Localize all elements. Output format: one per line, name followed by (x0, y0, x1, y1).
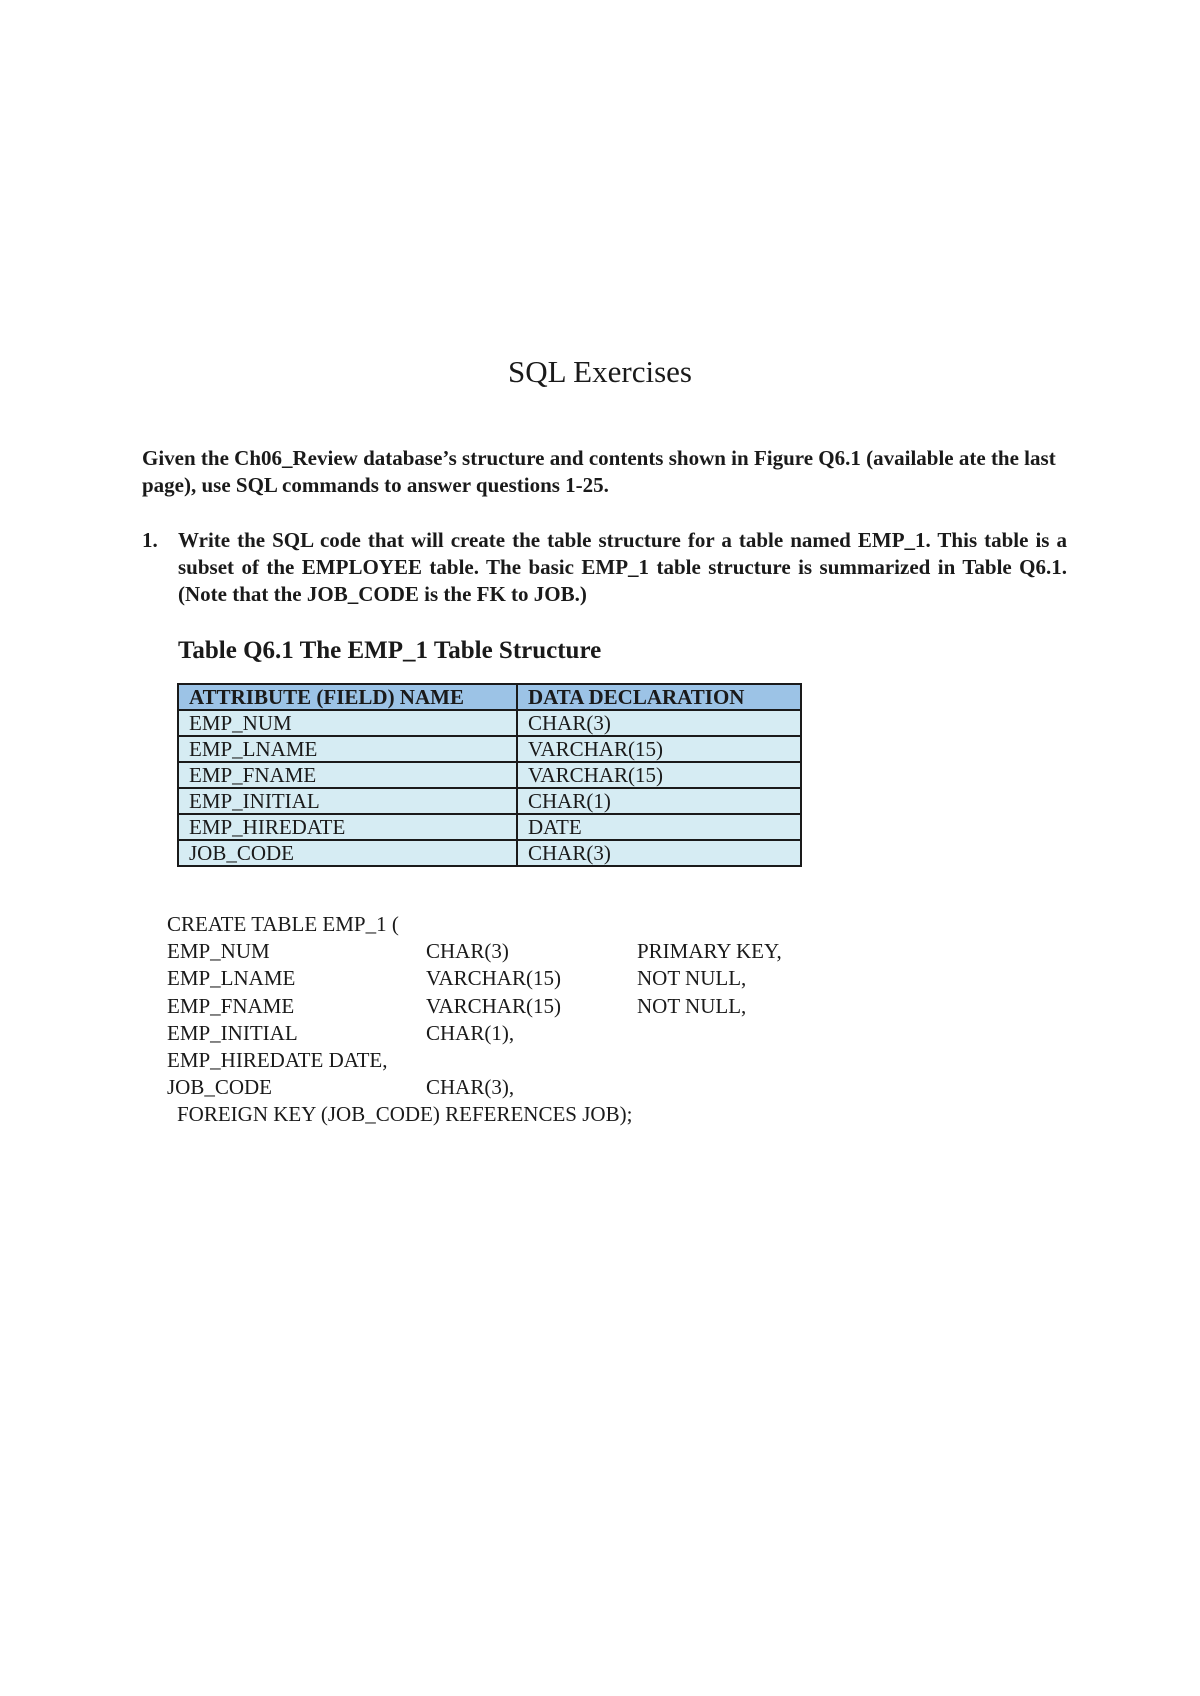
sql-column-type: CHAR(3) (426, 939, 509, 964)
sql-column-type: CHAR(1), (426, 1020, 515, 1045)
sql-create-statement: CREATE TABLE EMP_1 ( (167, 912, 399, 936)
table-row (178, 736, 801, 762)
attribute-cell: EMP_LNAME (178, 736, 517, 762)
table-caption: Table Q6.1 The EMP_1 Table Structure (178, 637, 602, 664)
question-text: Write the SQL code that will create the table structure for a table named EMP_1. This table is a subset of the EMPLOYEE table. The basic EMP_1 table structure is summarized in Table Q6.1. (Note that the JOB_CODE is the FK to JOB.) (178, 528, 1067, 606)
sql-column-constraint: PRIMARY KEY, (637, 939, 782, 964)
table-row (178, 788, 801, 814)
sql-column-type: CHAR(3), (426, 1075, 515, 1100)
header-attribute-name: ATTRIBUTE (FIELD) NAME (178, 684, 517, 710)
declaration-cell: CHAR(3) (517, 840, 801, 866)
sql-column-type: VARCHAR(15) (426, 993, 561, 1018)
emp-1-structure-table (177, 683, 802, 867)
declaration-cell: CHAR(1) (517, 788, 801, 814)
sql-column-name: EMP_LNAME (167, 966, 296, 991)
table-header-row (178, 684, 801, 710)
question-1 (142, 527, 1067, 608)
question-number: 1. (142, 528, 158, 552)
declaration-cell: VARCHAR(15) (517, 762, 801, 788)
sql-column-type: VARCHAR(15) (426, 966, 561, 991)
table-row (178, 814, 801, 840)
table-row (178, 710, 801, 736)
sql-column-name: JOB_CODE (167, 1075, 273, 1100)
sql-column-name: EMP_INITIAL (167, 1020, 298, 1045)
page-title: SQL Exercises (508, 354, 692, 389)
sql-foreign-key-line: FOREIGN KEY (JOB_CODE) REFERENCES JOB); (177, 1102, 633, 1127)
sql-column-constraint: NOT NULL, (637, 993, 747, 1018)
table-row (178, 840, 801, 866)
declaration-cell: VARCHAR(15) (517, 736, 801, 762)
attribute-cell: JOB_CODE (178, 840, 517, 866)
declaration-cell: CHAR(3) (517, 710, 801, 736)
sql-column-constraint: NOT NULL, (637, 966, 747, 991)
table-row (178, 762, 801, 788)
sql-column-name: EMP_FNAME (167, 993, 295, 1018)
sql-hiredate-line: EMP_HIREDATE DATE, (167, 1047, 388, 1072)
attribute-cell: EMP_INITIAL (178, 788, 517, 814)
header-data-declaration: DATA DECLARATION (517, 684, 801, 710)
intro-paragraph: Given the Ch06_Review database’s structure and contents shown in Figure Q6.1 (available ate the last page), use SQL commands to answer questions 1-25. (142, 446, 1056, 497)
sql-column-name: EMP_NUM (167, 939, 270, 964)
attribute-cell: EMP_NUM (178, 710, 517, 736)
attribute-cell: EMP_FNAME (178, 762, 517, 788)
declaration-cell: DATE (517, 814, 801, 840)
attribute-cell: EMP_HIREDATE (178, 814, 517, 840)
